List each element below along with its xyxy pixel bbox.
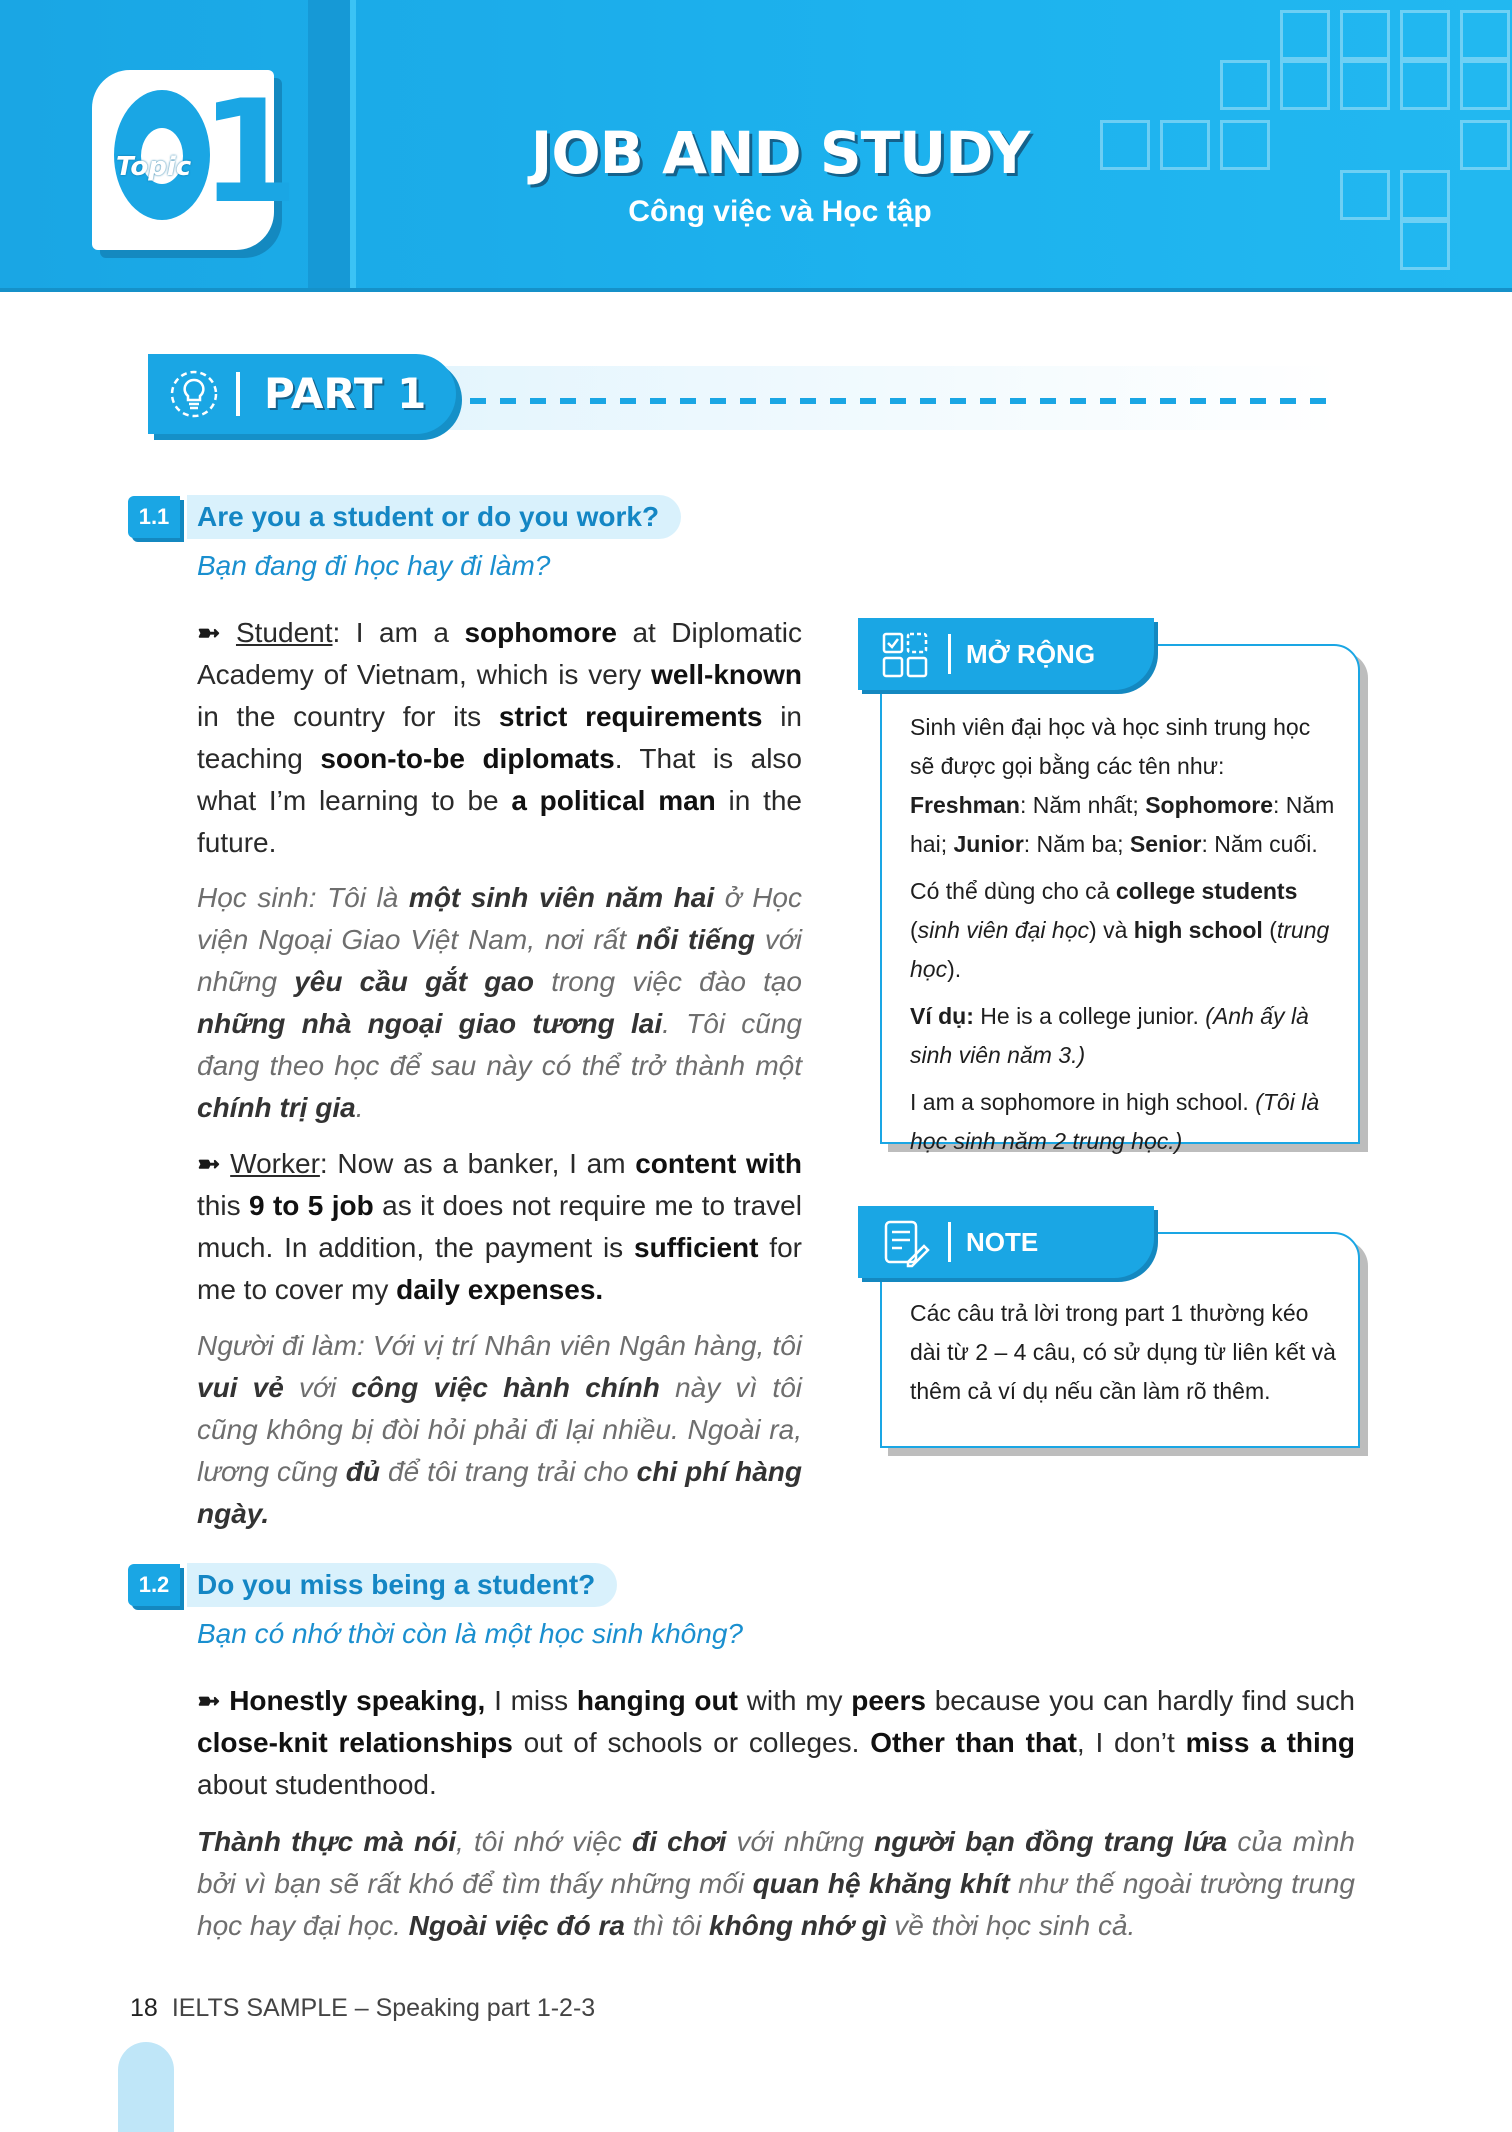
lightbulb-gear-icon bbox=[168, 368, 220, 420]
answer-worker: ➼ Worker: Now as a banker, I am content with this 9 to 5 job as it does not require me to travel much. In addition, the payment is sufficient for me to cover my daily expenses. bbox=[197, 1148, 803, 1305]
question-translation: Bạn có nhớ thời còn là một học sinh không? bbox=[197, 1618, 743, 1649]
question-number: 1.2 bbox=[128, 1564, 180, 1606]
topic-badge bbox=[92, 70, 299, 250]
topic-number: 1 bbox=[200, 70, 299, 235]
page-subtitle: Công việc và Học tập bbox=[628, 195, 932, 228]
banner-stripe bbox=[308, 0, 350, 288]
note-pencil-icon bbox=[880, 1218, 930, 1268]
expand-box-header bbox=[858, 618, 1154, 690]
note-box-header bbox=[858, 1206, 1154, 1278]
answer-q2: ➼ Honestly speaking, I miss hanging out with my peers because you can hardly find such close-knit relationships out of schools or colleges. Other than that, I don’t miss a thing about studenthood. bbox=[197, 1685, 1355, 1800]
question-number: 1.1 bbox=[128, 496, 180, 538]
note-box-text: Các câu trả lời trong part 1 thường kéo dài từ 2 – 4 câu, có sử dụng từ liên kết và thêm cả ví dụ nếu cần làm rõ thêm. bbox=[910, 1300, 1336, 1404]
question-title: Do you miss being a student? bbox=[187, 1563, 617, 1607]
banner-stripe-light bbox=[350, 0, 356, 288]
answer-q2-translation: Thành thực mà nói, tôi nhớ việc đi chơi với những người bạn đồng trang lứa của mình bởi vì bạn sẽ rất khó để tìm thấy những mối quan hệ khăng khít như thế ngoài trường trung học hay đại học. Ngoài việc đó ra thì tôi không nhớ gì về thời học sinh cả. bbox=[197, 1826, 1355, 1941]
page-title: JOB AND STUDY bbox=[530, 119, 1030, 187]
arrow-icon: ➼ bbox=[197, 1685, 221, 1716]
answer-student: ➼ Student: I am a sophomore at Diplomatic Academy of Vietnam, which is very well-known in the country for its strict requirements in teaching soon-to-be diplomats. That is also what I’m learning to be a political man in the future. bbox=[197, 617, 802, 858]
arrow-icon: ➼ bbox=[197, 617, 221, 648]
header-banner bbox=[0, 0, 1512, 292]
footer-text: IELTS SAMPLE – Speaking part 1-2-3 bbox=[171, 1994, 596, 2022]
part-heading bbox=[148, 354, 456, 434]
note-box-label: NOTE bbox=[966, 1227, 1039, 1257]
page-number: 18 bbox=[130, 1994, 158, 2022]
answer-student-translation: Học sinh: Tôi là một sinh viên năm hai ở Học viện Ngoại Giao Việt Nam, nơi rất nổi tiếng với những yêu cầu gắt gao trong việc đào tạo những nhà ngoại giao tương lai. Tôi cũng đang theo học để sau này có thể trở thành một chính trị gia. bbox=[197, 882, 803, 1123]
question-title: Are you a student or do you work? bbox=[187, 495, 681, 539]
decorative-grid bbox=[1100, 10, 1512, 270]
question-translation: Bạn đang đi học hay đi làm? bbox=[197, 550, 551, 581]
answer-worker-translation: Người đi làm: Với vị trí Nhân viên Ngân hàng, tôi vui vẻ với công việc hành chính này vì tôi cũng không bị đòi hỏi phải đi lại nhiều. Ngoài ra, lương cũng đủ để tôi trang trải cho chi phí hàng ngày. bbox=[197, 1330, 803, 1529]
part-label: PART 1 bbox=[264, 369, 427, 418]
expand-box-text: Sinh viên đại học và học sinh trung học sẽ được gọi bằng các tên như: Freshman: Năm nhất; Sophomore: Năm hai; Junior: Năm ba; Senior: Năm cuối. Có thể dùng cho cả college students (sinh viên đại học) và high school (trung học). Ví dụ: He is a college junior. (Anh ấy là sinh viên năm 3.) I am a sophomore in high school. (Tôi là học sinh năm 2 trung học.) bbox=[910, 714, 1335, 1154]
puzzle-icon bbox=[880, 630, 930, 680]
part-dash-line bbox=[470, 398, 1330, 404]
expand-box-label: MỞ RỘNG bbox=[966, 639, 1096, 669]
arrow-icon: ➼ bbox=[197, 1148, 221, 1179]
topic-word: Topic bbox=[116, 152, 192, 182]
footer bbox=[130, 1992, 595, 2024]
